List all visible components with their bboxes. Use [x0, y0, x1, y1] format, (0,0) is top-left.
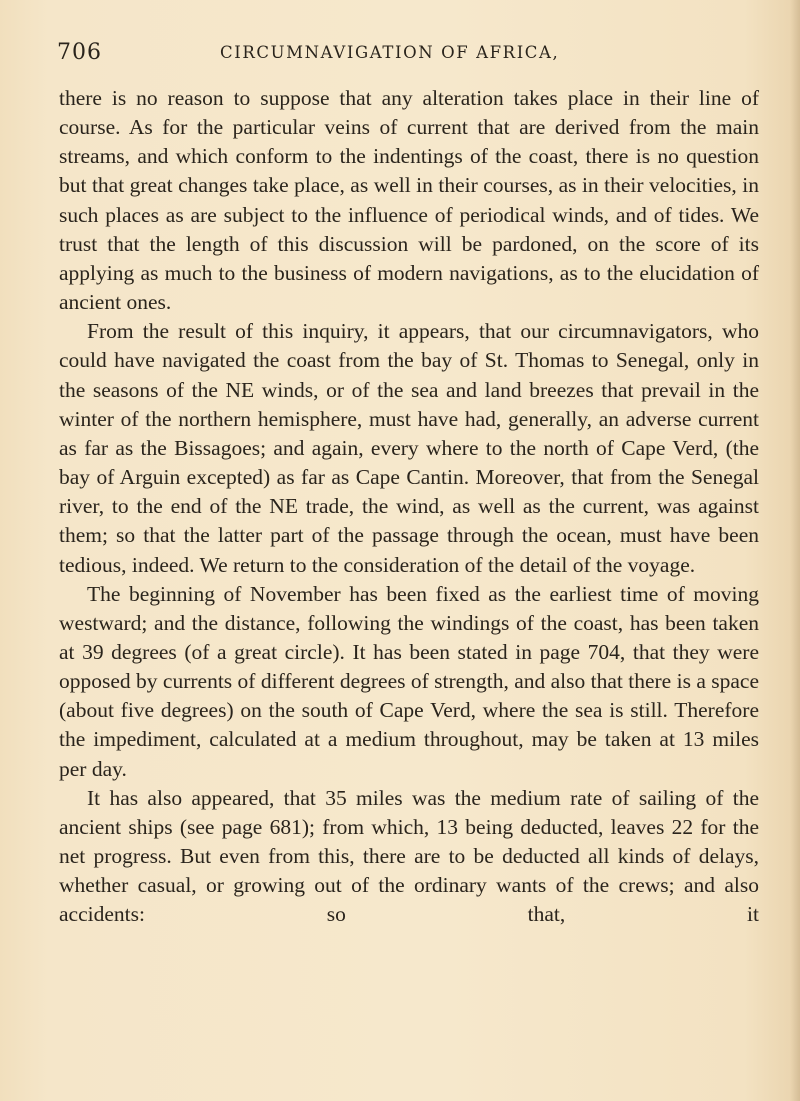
- page-header: [57, 40, 757, 74]
- running-title: CIRCUMNAVIGATION OF AFRICA,: [220, 43, 560, 62]
- page-edge-shadow: [790, 0, 800, 1101]
- paragraph-1: there is no reason to suppose that any alteration takes place in their line of course. As for the particular veins of current that are derived from the main streams, and which conform to the indentings of the coast, there is no question but that great changes take place, as well in their courses, as in their velocities, in such places as are subject to the influence of periodical winds, and of tides. We trust that the length of this discussion will be pardoned, on the score of its applying as much to the business of modern navigations, as to the elucidation of ancient ones.: [59, 86, 759, 315]
- page-number: 706: [57, 40, 102, 65]
- paragraph-4: It has also appeared, that 35 miles was the medium rate of sailing of the ancient ships (see page 681); from which, 13 being deducted, leaves 22 for the net progress. But even from this, there are to be deducted all kinds of delays, whether casual, or growing out of the ordinary wants of the crews; and also accidents: so that, it: [59, 785, 759, 927]
- body-text: [59, 84, 759, 930]
- paragraph-2: From the result of this inquiry, it appears, that our circumnavigators, who could have navigated the coast from the bay of St. Thomas to Senegal, only in the seasons of the NE winds, or of the sea and land breezes that prevail in the winter of the northern hemisphere, must have had, generally, an adverse current as far as the Bissagoes; and again, every where to the north of Cape Verd, (the bay of Arguin excepted) as far as Cape Cantin. Moreover, that from the Senegal river, to the end of the NE trade, the wind, as well as the current, was against them; so that the latter part of the passage through the ocean, must have been tedious, indeed. We return to the consideration of the detail of the voyage.: [59, 319, 759, 577]
- paragraph-3: The beginning of November has been fixed as the earliest time of moving westward; and the distance, following the windings of the coast, has been taken at 39 degrees (of a great circle). It has been stated in page 704, that they were opposed by currents of different degrees of strength, and also that there is a space (about five degrees) on the south of Cape Verd, where the sea is still. Therefore the impediment, calculated at a medium throughout, may be taken at 13 miles per day.: [59, 581, 759, 781]
